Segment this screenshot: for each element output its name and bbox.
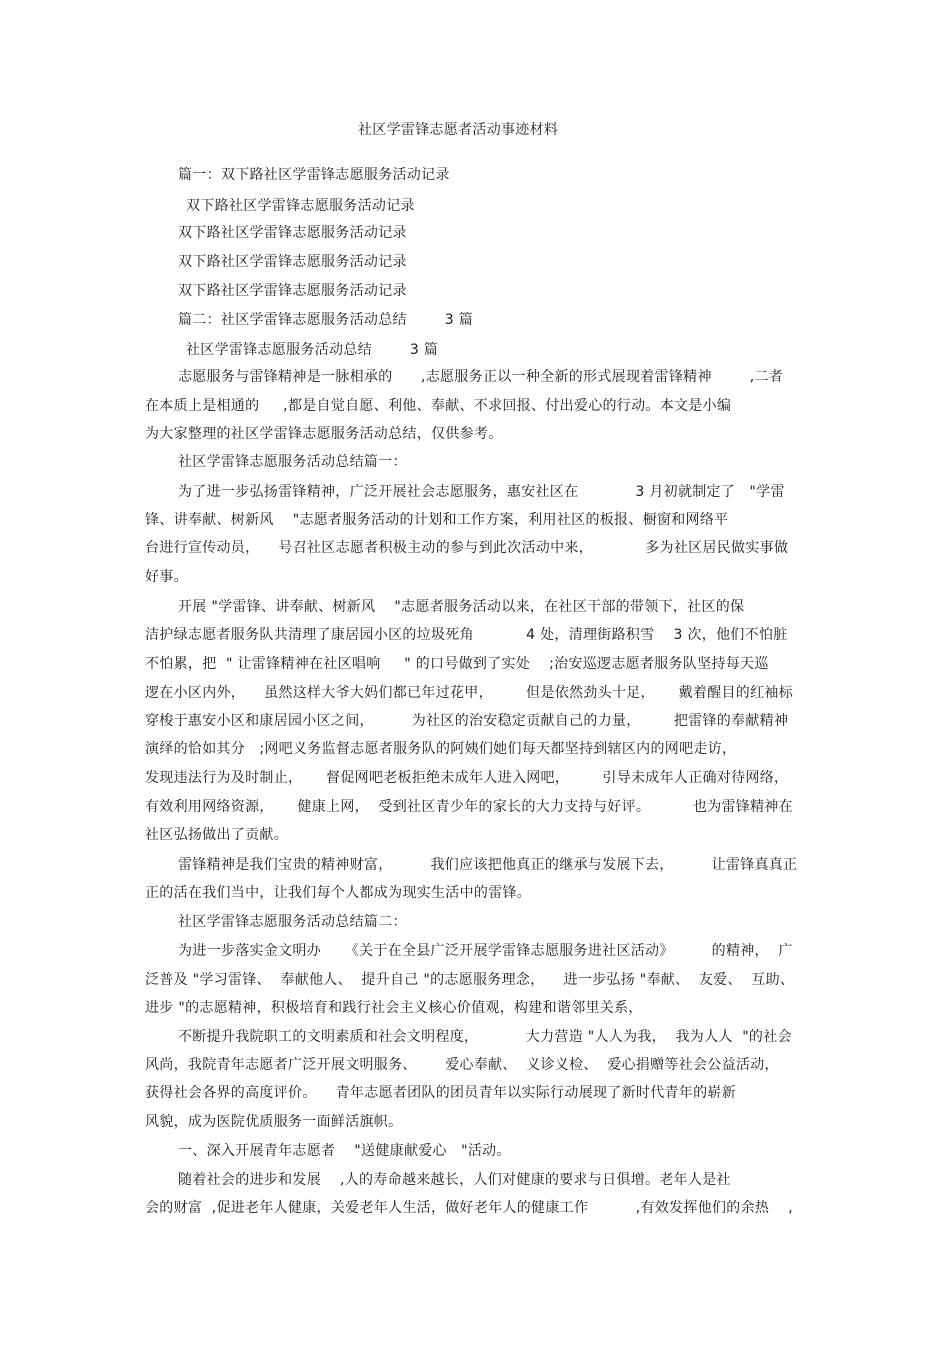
text-line: 洁护绿志愿者服务队共清理了康居园小区的垃圾死角 4 处，清理街路积雪 3 次，他们不怕脏 xyxy=(145,627,788,643)
text-line: 锋、讲奉献、树新风 "志愿者服务活动的计划和工作方案，利用社区的板报、橱窗和网络平 xyxy=(145,512,729,528)
text-line: 发现违法行为及时制止， 督促网吧老板拒绝未成年人进入网吧， 引导未成年人正确对待网络， xyxy=(145,770,789,786)
text-line: 双下路社区学雷锋志愿服务活动记录 xyxy=(186,198,415,214)
text-line: 台进行宣传动员， 号召社区志愿者积极主动的参与到此次活动中来， 多为社区居民做实事做 xyxy=(145,540,789,556)
text-line: 社区学雷锋志愿服务活动总结篇二： xyxy=(178,914,407,930)
text-line: 一、深入开展青年志愿者 "送健康献爱心 "活动。 xyxy=(178,1143,511,1159)
text-line: 正的活在我们当中，让我们每个人都成为现实生活中的雷锋。 xyxy=(145,885,532,901)
text-line: 在本质上是相通的 ,都是自觉自愿、利他、奉献、不求回报、付出爱心的行动。本文是小编 xyxy=(145,398,732,414)
text-line: 风貌，成为医院优质服务一面鲜活旗帜。 xyxy=(145,1114,403,1130)
text-line: 风尚，我院青年志愿者广泛开展文明服务、 爱心奉献、 义诊义检、 爱心捐赠等社会公益活动， xyxy=(145,1057,779,1073)
text-line: 篇二：社区学雷锋志愿服务活动总结 3 篇 xyxy=(178,312,474,328)
text-line: 演绎的恰如其分 ;网吧义务监督志愿者服务队的阿姨们她们每天都坚持到辖区内的网吧走访， xyxy=(145,741,737,757)
text-line: 开展 "学雷锋、讲奉献、树新风 "志愿者服务活动以来，在社区干部的带领下，社区的保 xyxy=(178,599,745,615)
text-line: 双下路社区学雷锋志愿服务活动记录 xyxy=(178,225,407,241)
text-line: 有效利用网络资源， 健康上网， 受到社区青少年的家长的大力支持与好评。 也为雷锋精神在 xyxy=(145,799,793,815)
text-line: 逻在小区内外， 虽然这样大爷大妈们都已年过花甲， 但是依然劲头十足， 戴着醒目的红袖标 xyxy=(145,685,793,701)
text-line: 会的财富 ,促进老年人健康，关爱老年人生活，做好老年人的健康工作 ,有效发挥他们的余热 , xyxy=(145,1200,793,1216)
text-line: 不怕累，把 " 让雷锋精神在社区唱响 " 的口号做到了实处 ;治安巡逻志愿者服务队坚持每天巡 xyxy=(145,656,769,672)
text-line: 随着社会的进步和发展 ,人的寿命越来越长，人们对健康的要求与日俱增。老年人是社 xyxy=(178,1172,731,1188)
text-line: 社区学雷锋志愿服务活动总结 3 篇 xyxy=(186,342,439,358)
text-line: 为进一步落实金文明办 《关于在全县广泛开展学雷锋志愿服务进社区活动》 的精神， 广 xyxy=(178,943,793,959)
page-title: 社区学雷锋志愿者活动事迹材料 xyxy=(358,122,559,138)
text-line: 泛普及 "学习雷锋、 奉献他人、 提升自己 "的志愿服务理念， 进一步弘扬 "奉献、 友爱、 互助、 xyxy=(145,972,795,988)
text-line: 社区弘扬做出了贡献。 xyxy=(145,827,288,843)
text-line: 篇一：双下路社区学雷锋志愿服务活动记录 xyxy=(178,167,450,183)
text-line: 社区学雷锋志愿服务活动总结篇一： xyxy=(178,454,407,470)
text-line: 为大家整理的社区学雷锋志愿服务活动总结，仅供参考。 xyxy=(145,426,503,442)
text-line: 不断提升我院职工的文明素质和社会文明程度， 大力营造 "人人为我， 我为人人 "的社会 xyxy=(178,1029,792,1045)
text-line: 志愿服务与雷锋精神是一脉相承的 ,志愿服务正以一种全新的形式展现着雷锋精神 ,二者 xyxy=(178,369,784,385)
text-line: 为了进一步弘扬雷锋精神，广泛开展社会志愿服务，惠安社区在 3 月初就制定了 "学雷 xyxy=(178,484,785,500)
text-line: 穿梭于惠安小区和康居园小区之间， 为社区的治安稳定贡献自己的力量， 把雷锋的奉献精神 xyxy=(145,713,789,729)
text-line: 雷锋精神是我们宝贵的精神财富， 我们应该把他真正的继承与发展下去， 让雷锋真真正 xyxy=(178,857,798,873)
text-line: 好事。 xyxy=(145,569,188,585)
text-line: 双下路社区学雷锋志愿服务活动记录 xyxy=(178,283,407,299)
text-line: 获得社会各界的高度评价。 青年志愿者团队的团员青年以实际行动展现了新时代青年的崭新 xyxy=(145,1085,736,1101)
text-line: 进步 "的志愿精神，积极培育和践行社会主义核心价值观，构建和谐邻里关系， xyxy=(145,1000,643,1016)
text-line: 双下路社区学雷锋志愿服务活动记录 xyxy=(178,254,407,270)
